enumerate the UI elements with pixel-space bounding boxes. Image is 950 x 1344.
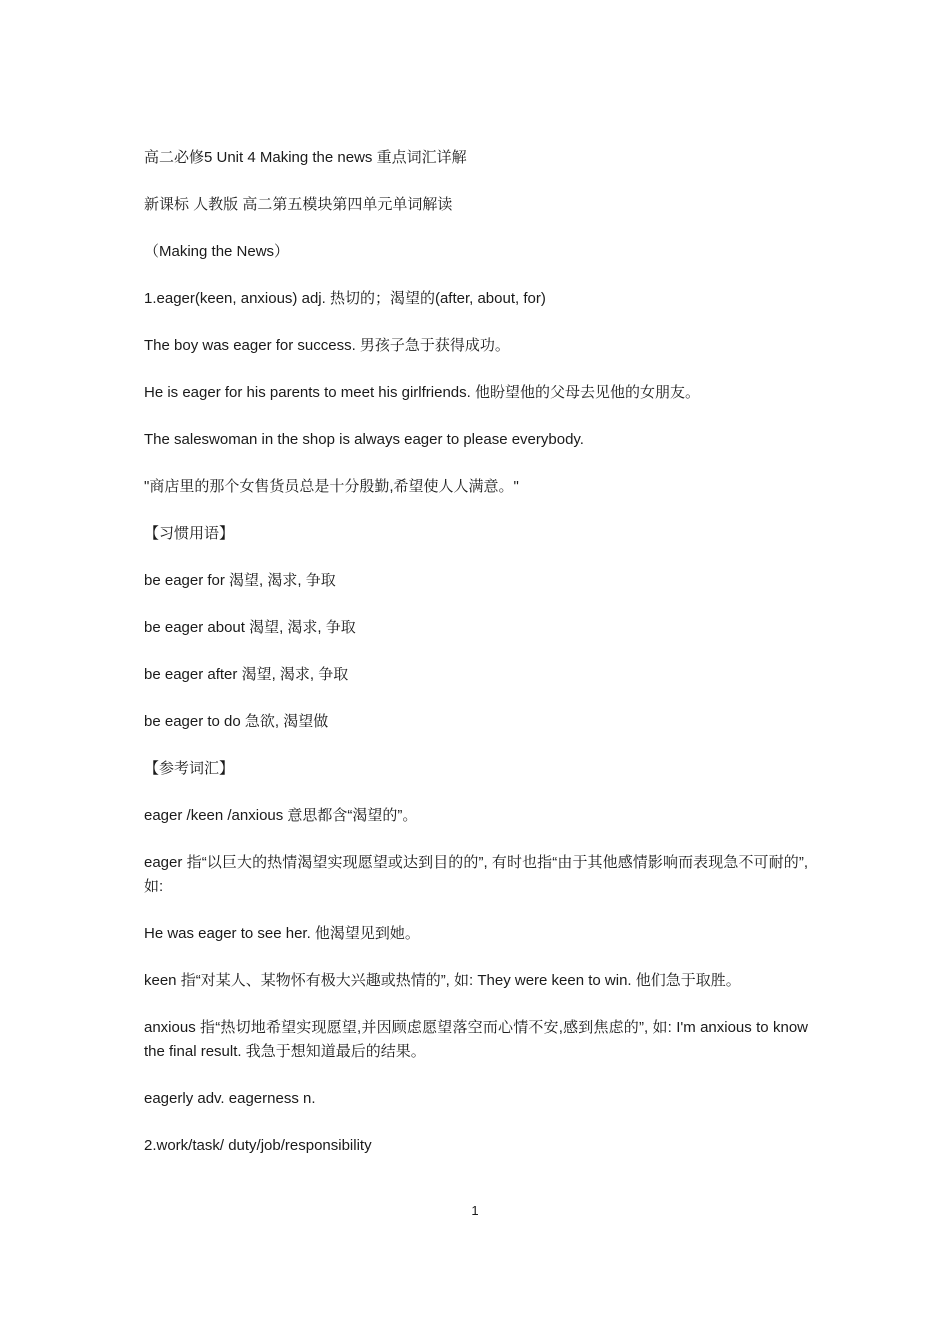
example-sentence: The saleswoman in the shop is always eager to please everybody. (144, 431, 584, 448)
idiom-line: be eager for 渴望, 渴求, 争取 (144, 572, 336, 589)
idiom-line: be eager after 渴望, 渴求, 争取 (144, 666, 349, 683)
reference-line: eager /keen /anxious 意思都含“渴望的”。 (144, 807, 418, 824)
idiom-line: be eager to do 急欲, 渴望做 (144, 713, 329, 730)
example-translation: "商店里的那个女售货员总是十分殷勤,希望使人人满意。" (144, 478, 519, 495)
reference-line: eager 指“以巨大的热情渴望实现愿望或达到目的的”, 有时也指“由于其他感情影响而表现急不可耐的”, 如: (144, 854, 808, 895)
entry-heading-work: 2.work/task/ duty/job/responsibility (144, 1137, 372, 1154)
example-sentence: He is eager for his parents to meet his girlfriends. 他盼望他的父母去见他的女朋友。 (144, 384, 700, 401)
section-label-idioms: 【习惯用语】 (144, 525, 235, 542)
reference-line: keen 指“对某人、某物怀有极大兴趣或热情的”, 如: They were keen to win. 他们急于取胜。 (144, 972, 741, 989)
example-sentence: The boy was eager for success. 男孩子急于获得成功。 (144, 337, 510, 354)
document-title: 高二必修5 Unit 4 Making the news 重点词汇详解 (144, 149, 467, 166)
example-sentence: He was eager to see her. 他渴望见到她。 (144, 925, 420, 942)
unit-name-line: （Making the News） (144, 243, 290, 260)
derived-forms-line: eagerly adv. eagerness n. (144, 1090, 316, 1107)
entry-heading-eager: 1.eager(keen, anxious) adj. 热切的；渴望的(after, about, for) (144, 290, 546, 307)
document-body (144, 146, 808, 1181)
section-label-reference: 【参考词汇】 (144, 760, 235, 777)
subtitle-line: 新课标 人教版 高二第五模块第四单元单词解读 (144, 196, 453, 213)
idiom-line: be eager about 渴望, 渴求, 争取 (144, 619, 356, 636)
reference-line: anxious 指“热切地希望实现愿望,并因顾虑愿望落空而心情不安,感到焦虑的”, 如: I'm anxious to know the final result. 我急于想知道最后的结果。 (144, 1019, 808, 1060)
page-number: 1 (471, 1203, 479, 1218)
